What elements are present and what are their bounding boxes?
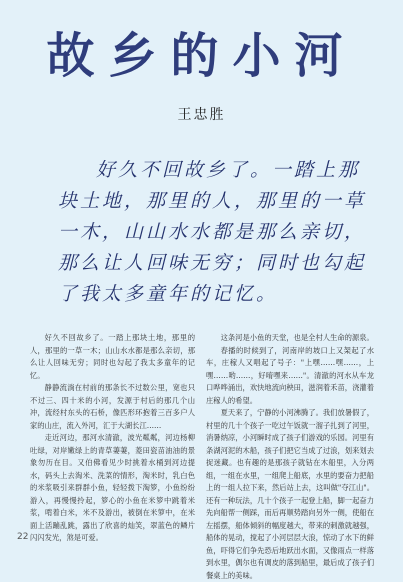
- body-paragraph: 夏天来了，宁静的小河沸腾了。我们放暑假了，村里的几十个孩子一吃过午饭就一溜子扎到了河里，消暑纳凉，小河瞬时成了孩子们游戏的乐园。河里有条湖河泥的木船，孩子们把它当成了过浪，划来划去捉迷藏。也有趣的是那孩子就钻在木船里，入分两组，一组在水里，一组爬上船底，水里的要奋力把船上的一组人拉下来，然后站上去，这叫做"夺江山"。还有一种玩法，几十个孩子一起登上船，脚一起奋力先向船帮一侧踩，而后再顺势踏向另外一侧，使船在左摇摆，船体倾斜的幅度越大，带来的刺激就越强，船体的晃动，搅起了小河层层大浪，惊动了水下的鲜鱼，吓得它们争先恐后地跃出水面，又像雨点一样落到水里，偶尔也有调皮的落到船里，最后成了孩子们餐桌上的美味。: [206, 408, 374, 580]
- article-title: 故乡的小河: [46, 28, 357, 84]
- body-column-right: [206, 332, 374, 582]
- body-paragraph: 走近河边，那河水清澈，波光粼粼，河边杨柳吐绿，对岸嫩绿上的青草萋萋，菱田瓷苗油油的景象勿历在目。又伯佛看见少时挑着水桶到河边提水，码头上去淘米、洗菜的情形，淘米时，乳白色的米浆吸引来群群小鱼，轻轻拨下淘箩，小鱼纷纷游入，再慢慢拎起，箩心的小鱼在米箩中跳着米浆，啃着白米，米不及游出，被倒在米箩中，在米面上活蹦乱跳，露出了欣喜的灿笑，翠蓝色的鳞片闪闪发光，煞是可爱。: [30, 433, 195, 542]
- body-paragraph: 春播的时候到了，河南岸的坡口上又架起了水车，庄稼人又唱起了号子："上嘿……嘿……，上嘿……哟……，好唷嘿来……"。清澈的河水从车龙口哗哗涌出，欢快地流向秧田，滋润着禾苗，浇灌着庄稼人的希望。: [206, 345, 374, 405]
- body-paragraph: 这条河是小鱼的天堂，也是全村人生命的源泉。: [220, 333, 374, 342]
- body-paragraph: 静静流淌在村前的那条长不过数公里，宽也只不过三、四十米的小河，发源于村后的那几个山冲，流经村东头的石桥，像匹形环抱着三百多户人家的山庄，流入外河，汇于大湖长江……: [30, 383, 195, 430]
- pull-quote: 好久不回故乡了。一踏上那块土地，那里的人，那里的一草一木，山山水水都是那么亲切，那么让人回味无穷；同时也勾起了我太多童年的记忆。: [58, 159, 367, 305]
- body-column-left: [30, 332, 195, 545]
- page-number: 22: [17, 532, 29, 542]
- body-paragraph: 好久不回故乡了。一踏上那块土地，那里的人，那里的一草一木；山山水水都是那么亲切，那么让人回味无穷；同时也勾起了我太多童年的记忆。: [30, 333, 195, 380]
- article-author: 王忠胜: [177, 107, 226, 123]
